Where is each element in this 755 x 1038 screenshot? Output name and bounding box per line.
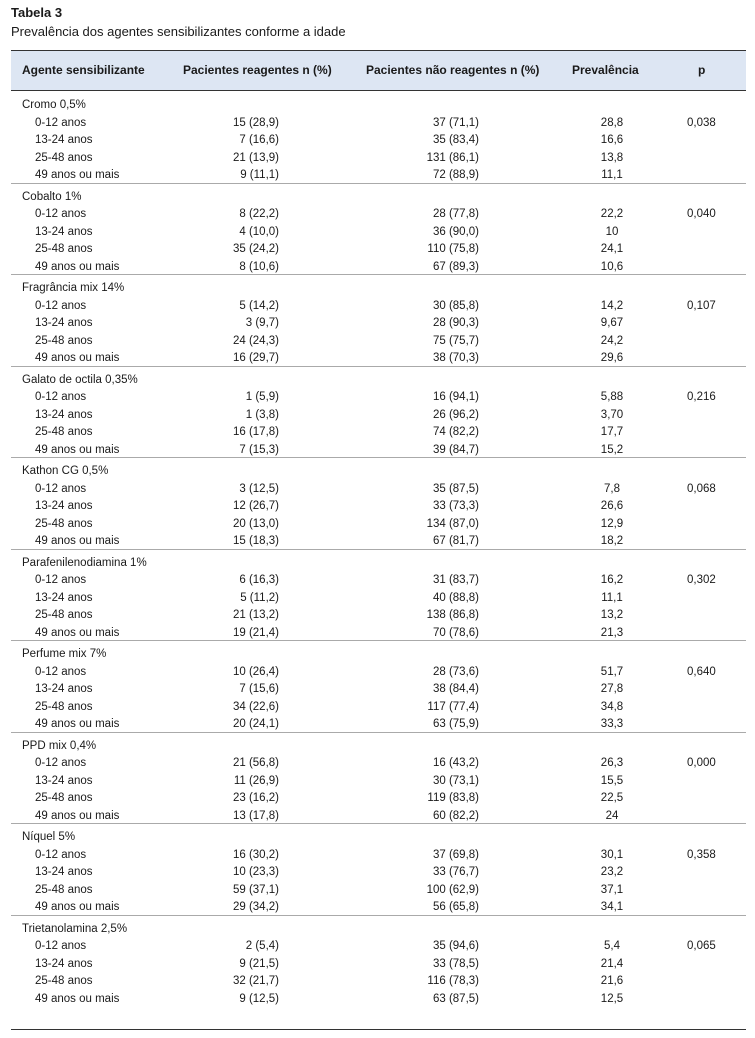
- nonreactive-count: 138 (86,8): [426, 609, 479, 622]
- header-p: p: [698, 63, 706, 77]
- age-range: 49 anos ou mais: [35, 809, 120, 822]
- age-range: 13-24 anos: [35, 774, 93, 787]
- age-range: 0-12 anos: [35, 116, 87, 129]
- table-bottom-rule: [11, 1029, 746, 1030]
- prevalence-value: 22,5: [600, 792, 624, 805]
- reactive-count: 32 (21,7): [232, 975, 279, 988]
- prevalence-value: 16,2: [600, 574, 624, 587]
- prevalence-value: 14,2: [600, 299, 624, 312]
- age-range: 25-48 anos: [35, 243, 93, 256]
- nonreactive-count: 28 (90,3): [432, 317, 479, 330]
- nonreactive-count: 16 (43,2): [432, 757, 479, 770]
- p-value: 0,038: [687, 116, 716, 129]
- reactive-count: 6 (16,3): [239, 574, 279, 587]
- p-value: 0,302: [687, 574, 716, 587]
- reactive-count: 29 (34,2): [232, 901, 279, 914]
- prevalence-value: 7,8: [604, 482, 620, 495]
- age-range: 13-24 anos: [35, 683, 93, 696]
- age-range: 25-48 anos: [35, 700, 93, 713]
- age-range: 13-24 anos: [35, 225, 93, 238]
- reactive-count: 7 (16,6): [239, 134, 279, 147]
- prevalence-value: 21,3: [600, 626, 624, 639]
- nonreactive-count: 60 (82,2): [432, 809, 479, 822]
- prevalence-value: 11,1: [601, 169, 623, 182]
- table-caption-title: Tabela 3: [11, 5, 63, 20]
- nonreactive-count: 70 (78,6): [432, 626, 479, 639]
- p-value: 0,107: [687, 299, 716, 312]
- nonreactive-count: 35 (87,5): [432, 482, 479, 495]
- nonreactive-count: 37 (71,1): [432, 116, 479, 129]
- prevalence-value: 3,70: [600, 408, 624, 421]
- p-value: 0,640: [687, 665, 716, 678]
- nonreactive-count: 110 (75,8): [427, 243, 479, 256]
- group-separator: [11, 823, 746, 824]
- age-range: 49 anos ou mais: [35, 352, 120, 365]
- nonreactive-count: 134 (87,0): [426, 517, 479, 530]
- age-range: 49 anos ou mais: [35, 718, 120, 731]
- prevalence-value: 12,5: [600, 992, 624, 1005]
- age-range: 25-48 anos: [35, 609, 93, 622]
- age-range: 0-12 anos: [35, 482, 87, 495]
- reactive-count: 20 (24,1): [232, 718, 279, 731]
- reactive-count: 8 (10,6): [239, 260, 279, 273]
- reactive-count: 1 (3,8): [245, 408, 279, 421]
- age-range: 13-24 anos: [35, 957, 93, 970]
- agent-name: Cobalto 1%: [22, 190, 82, 203]
- nonreactive-count: 30 (85,8): [432, 299, 479, 312]
- reactive-count: 9 (11,1): [240, 169, 279, 182]
- nonreactive-count: 119 (83,8): [427, 792, 479, 805]
- nonreactive-count: 116 (78,3): [427, 975, 479, 988]
- age-range: 49 anos ou mais: [35, 535, 120, 548]
- prevalence-value: 34,1: [600, 901, 624, 914]
- reactive-count: 1 (5,9): [245, 391, 279, 404]
- prevalence-value: 30,1: [600, 848, 624, 861]
- prevalence-value: 16,6: [600, 134, 624, 147]
- reactive-count: 16 (29,7): [232, 352, 279, 365]
- agent-name: Galato de octila 0,35%: [22, 373, 138, 386]
- prevalence-value: 21,4: [600, 957, 624, 970]
- age-range: 25-48 anos: [35, 517, 93, 530]
- reactive-count: 10 (26,4): [232, 665, 279, 678]
- nonreactive-count: 28 (77,8): [432, 208, 479, 221]
- reactive-count: 9 (21,5): [239, 957, 279, 970]
- nonreactive-count: 33 (78,5): [432, 957, 479, 970]
- prevalence-value: 22,2: [600, 208, 624, 221]
- age-range: 25-48 anos: [35, 151, 93, 164]
- reactive-count: 5 (11,2): [240, 591, 279, 604]
- reactive-count: 8 (22,2): [239, 208, 279, 221]
- reactive-count: 34 (22,6): [232, 700, 279, 713]
- nonreactive-count: 72 (88,9): [432, 169, 479, 182]
- reactive-count: 3 (12,5): [239, 482, 279, 495]
- nonreactive-count: 63 (75,9): [432, 718, 479, 731]
- age-range: 0-12 anos: [35, 848, 87, 861]
- group-separator: [11, 549, 746, 550]
- p-value: 0,068: [687, 482, 716, 495]
- age-range: 49 anos ou mais: [35, 901, 120, 914]
- reactive-count: 21 (13,9): [232, 151, 279, 164]
- prevalence-value: 5,4: [604, 940, 620, 953]
- age-range: 13-24 anos: [35, 317, 93, 330]
- reactive-count: 13 (17,8): [232, 809, 279, 822]
- p-value: 0,065: [687, 940, 716, 953]
- agent-name: Cromo 0,5%: [22, 99, 86, 111]
- reactive-count: 16 (17,8): [232, 426, 279, 439]
- p-value: 0,358: [687, 848, 716, 861]
- group-separator: [11, 274, 746, 275]
- agent-name: Trietanolamina 2,5%: [22, 922, 128, 935]
- reactive-count: 15 (28,9): [232, 116, 279, 129]
- group-separator: [11, 732, 746, 733]
- prevalence-value: 27,8: [600, 683, 624, 696]
- prevalence-value: 10,6: [600, 260, 624, 273]
- age-range: 13-24 anos: [35, 591, 93, 604]
- age-range: 0-12 anos: [35, 299, 87, 312]
- group-separator: [11, 640, 746, 641]
- nonreactive-count: 36 (90,0): [432, 225, 479, 238]
- nonreactive-count: 30 (73,1): [432, 774, 479, 787]
- p-value: 0,040: [687, 208, 716, 221]
- prevalence-value: 5,88: [600, 391, 624, 404]
- reactive-count: 20 (13,0): [232, 517, 279, 530]
- prevalence-value: 29,6: [600, 352, 624, 365]
- nonreactive-count: 28 (73,6): [432, 665, 479, 678]
- age-range: 49 anos ou mais: [35, 169, 120, 182]
- agent-name: PPD mix 0,4%: [22, 739, 97, 752]
- prevalence-value: 33,3: [600, 718, 624, 731]
- reactive-count: 5 (14,2): [239, 299, 279, 312]
- prevalence-value: 11,1: [601, 591, 623, 604]
- prevalence-value: 13,2: [600, 609, 624, 622]
- prevalence-value: 17,7: [600, 426, 624, 439]
- reactive-count: 9 (12,5): [239, 992, 279, 1005]
- age-range: 25-48 anos: [35, 792, 93, 805]
- age-range: 25-48 anos: [35, 426, 93, 439]
- reactive-count: 2 (5,4): [245, 940, 279, 953]
- prevalence-value: 34,8: [600, 700, 624, 713]
- nonreactive-count: 38 (84,4): [432, 683, 479, 696]
- nonreactive-count: 56 (65,8): [432, 901, 479, 914]
- nonreactive-count: 37 (69,8): [432, 848, 479, 861]
- reactive-count: 19 (21,4): [232, 626, 279, 639]
- age-range: 13-24 anos: [35, 500, 93, 513]
- prevalence-value: 26,6: [600, 500, 624, 513]
- nonreactive-count: 74 (82,2): [432, 426, 479, 439]
- prevalence-value: 51,7: [600, 665, 624, 678]
- prevalence-value: 23,2: [600, 866, 624, 879]
- prevalence-value: 24,1: [600, 243, 624, 256]
- prevalence-value: 24,2: [600, 334, 624, 347]
- prevalence-value: 15,5: [600, 774, 624, 787]
- prevalence-value: 24: [605, 809, 619, 822]
- prevalence-value: 37,1: [600, 883, 624, 896]
- nonreactive-count: 31 (83,7): [432, 574, 479, 587]
- reactive-count: 3 (9,7): [245, 317, 279, 330]
- prevalence-value: 26,3: [600, 757, 624, 770]
- nonreactive-count: 117 (77,4): [427, 700, 479, 713]
- age-range: 13-24 anos: [35, 134, 93, 147]
- group-separator: [11, 915, 746, 916]
- nonreactive-count: 131 (86,1): [426, 151, 479, 164]
- group-separator: [11, 183, 746, 184]
- age-range: 0-12 anos: [35, 391, 87, 404]
- agent-name: Fragrância mix 14%: [22, 282, 125, 294]
- nonreactive-count: 35 (83,4): [432, 134, 479, 147]
- nonreactive-count: 63 (87,5): [432, 992, 479, 1005]
- group-separator: [11, 457, 746, 458]
- reactive-count: 15 (18,3): [232, 535, 279, 548]
- reactive-count: 7 (15,6): [239, 683, 279, 696]
- nonreactive-count: 26 (96,2): [432, 408, 479, 421]
- age-range: 13-24 anos: [35, 866, 93, 879]
- age-range: 0-12 anos: [35, 208, 87, 221]
- age-range: 0-12 anos: [35, 665, 87, 678]
- reactive-count: 16 (30,2): [232, 848, 279, 861]
- p-value: 0,216: [687, 391, 716, 404]
- p-value: 0,000: [687, 757, 716, 770]
- nonreactive-count: 40 (88,8): [432, 591, 479, 604]
- age-range: 13-24 anos: [35, 408, 93, 421]
- reactive-count: 12 (26,7): [232, 500, 279, 513]
- prevalence-value: 13,8: [600, 151, 624, 164]
- nonreactive-count: 75 (75,7): [432, 334, 479, 347]
- prevalence-value: 18,2: [600, 535, 624, 548]
- header-agent: Agente sensibilizante: [22, 63, 145, 77]
- nonreactive-count: 16 (94,1): [432, 391, 479, 404]
- age-range: 25-48 anos: [35, 334, 93, 347]
- agent-name: Kathon CG 0,5%: [22, 465, 109, 477]
- prevalence-value: 12,9: [600, 517, 624, 530]
- reactive-count: 21 (13,2): [232, 609, 279, 622]
- age-range: 25-48 anos: [35, 975, 93, 988]
- nonreactive-count: 38 (70,3): [432, 352, 479, 365]
- reactive-count: 7 (15,3): [239, 443, 279, 456]
- header-prevalence: Prevalência: [572, 63, 639, 77]
- reactive-count: 24 (24,3): [232, 334, 279, 347]
- reactive-count: 10 (23,3): [232, 866, 279, 879]
- reactive-count: 59 (37,1): [232, 883, 279, 896]
- agent-name: Perfume mix 7%: [22, 648, 107, 660]
- age-range: 49 anos ou mais: [35, 260, 120, 273]
- age-range: 0-12 anos: [35, 757, 87, 770]
- nonreactive-count: 35 (94,6): [432, 940, 479, 953]
- prevalence-value: 10: [605, 225, 619, 238]
- header-nonreactive: Pacientes não reagentes n (%): [366, 63, 540, 77]
- nonreactive-count: 33 (76,7): [432, 866, 479, 879]
- reactive-count: 35 (24,2): [232, 243, 279, 256]
- reactive-count: 23 (16,2): [232, 792, 279, 805]
- age-range: 49 anos ou mais: [35, 992, 120, 1005]
- nonreactive-count: 67 (89,3): [432, 260, 479, 273]
- nonreactive-count: 67 (81,7): [432, 535, 479, 548]
- age-range: 25-48 anos: [35, 883, 93, 896]
- age-range: 49 anos ou mais: [35, 626, 120, 639]
- table-caption-subtitle: Prevalência dos agentes sensibilizantes conforme a idade: [11, 24, 346, 39]
- prevalence-value: 15,2: [600, 443, 624, 456]
- age-range: 49 anos ou mais: [35, 443, 120, 456]
- agent-name: Níquel 5%: [22, 831, 76, 843]
- prevalence-value: 9,67: [600, 317, 624, 330]
- nonreactive-count: 33 (73,3): [432, 500, 479, 513]
- nonreactive-count: 39 (84,7): [432, 443, 479, 456]
- header-reactive: Pacientes reagentes n (%): [183, 63, 332, 77]
- reactive-count: 11 (26,9): [233, 774, 279, 787]
- group-separator: [11, 366, 746, 367]
- reactive-count: 4 (10,0): [239, 225, 279, 238]
- prevalence-value: 28,8: [600, 116, 624, 129]
- prevalence-value: 21,6: [600, 975, 624, 988]
- agent-name: Parafenilenodiamina 1%: [22, 556, 147, 569]
- age-range: 0-12 anos: [35, 574, 87, 587]
- reactive-count: 21 (56,8): [232, 757, 279, 770]
- nonreactive-count: 100 (62,9): [426, 883, 479, 896]
- age-range: 0-12 anos: [35, 940, 87, 953]
